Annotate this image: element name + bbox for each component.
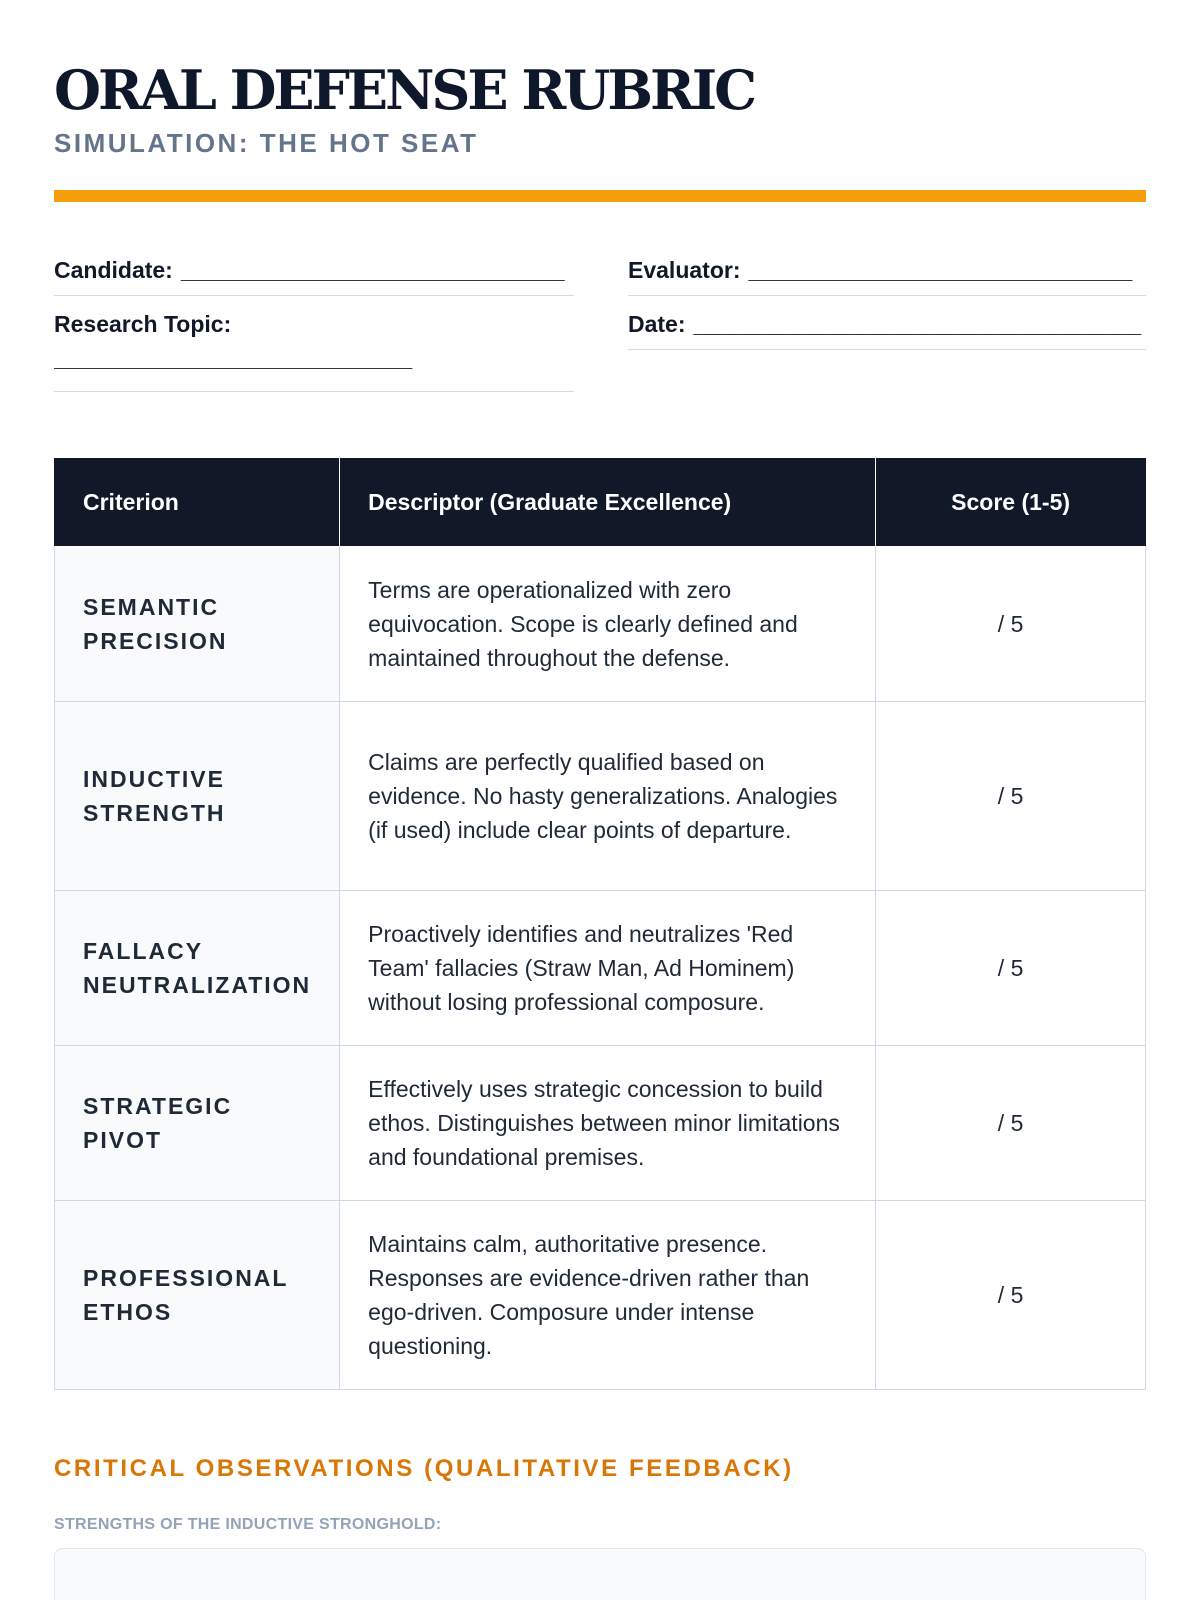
strengths-label: STRENGTHS OF THE INDUCTIVE STRONGHOLD:	[54, 1516, 442, 1533]
date-line: ___________________________________	[693, 311, 1142, 337]
descriptor-cell: Maintains calm, authoritative presence. Responses are evidence-driven rather than ego-driven. Composure under intense questioning.	[340, 1201, 876, 1390]
date-label: Date:	[628, 311, 686, 337]
descriptor-cell: Proactively identifies and neutralizes 'Red Team' fallacies (Straw Man, Ad Hominem) without losing professional composure.	[340, 891, 876, 1046]
candidate-line: ______________________________	[180, 257, 565, 283]
score-cell[interactable]: / 5	[876, 702, 1146, 891]
column-header-score: Score (1-5)	[876, 459, 1146, 547]
criterion-cell: INDUCTIVE STRENGTH	[55, 702, 340, 891]
evaluator-field[interactable]	[628, 254, 1146, 296]
criterion-cell: PROFESSIONAL ETHOS	[55, 1201, 340, 1390]
rubric-table	[54, 458, 1146, 1390]
descriptor-cell: Claims are perfectly qualified based on evidence. No hasty generalizations. Analogies (if used) include clear points of departure.	[340, 702, 876, 891]
table-header-row	[55, 459, 1146, 547]
page-subtitle: SIMULATION: THE HOT SEAT	[54, 128, 479, 158]
criterion-cell: STRATEGIC PIVOT	[55, 1046, 340, 1201]
table-row	[55, 1046, 1146, 1201]
table-row	[55, 547, 1146, 702]
research-topic-field[interactable]	[54, 308, 574, 392]
table-row	[55, 891, 1146, 1046]
table-row	[55, 1201, 1146, 1390]
criterion-cell: SEMANTIC PRECISION	[55, 547, 340, 702]
strengths-input[interactable]	[54, 1548, 1146, 1600]
table-row	[55, 702, 1146, 891]
observations-heading: CRITICAL OBSERVATIONS (QUALITATIVE FEEDBACK)	[54, 1455, 794, 1482]
meta-fields	[54, 202, 1146, 452]
date-field[interactable]	[628, 308, 1146, 350]
score-cell[interactable]: / 5	[876, 547, 1146, 702]
candidate-label: Candidate:	[54, 257, 173, 283]
criterion-cell: FALLACY NEUTRALIZATION	[55, 891, 340, 1046]
score-cell[interactable]: / 5	[876, 891, 1146, 1046]
evaluator-line: ______________________________	[748, 257, 1133, 283]
score-cell[interactable]: / 5	[876, 1201, 1146, 1390]
page-title: ORAL DEFENSE RUBRIC	[54, 58, 755, 122]
column-header-criterion: Criterion	[55, 459, 340, 547]
column-header-descriptor: Descriptor (Graduate Excellence)	[340, 459, 876, 547]
candidate-field[interactable]	[54, 254, 574, 296]
research-topic-label: Research Topic:	[54, 311, 232, 337]
descriptor-cell: Terms are operationalized with zero equivocation. Scope is clearly defined and maintained throughout the defense.	[340, 547, 876, 702]
accent-divider	[54, 190, 1146, 202]
research-topic-line: ____________________________	[54, 345, 413, 371]
descriptor-cell: Effectively uses strategic concession to build ethos. Distinguishes between minor limitations and foundational premises.	[340, 1046, 876, 1201]
evaluator-label: Evaluator:	[628, 257, 741, 283]
score-cell[interactable]: / 5	[876, 1046, 1146, 1201]
